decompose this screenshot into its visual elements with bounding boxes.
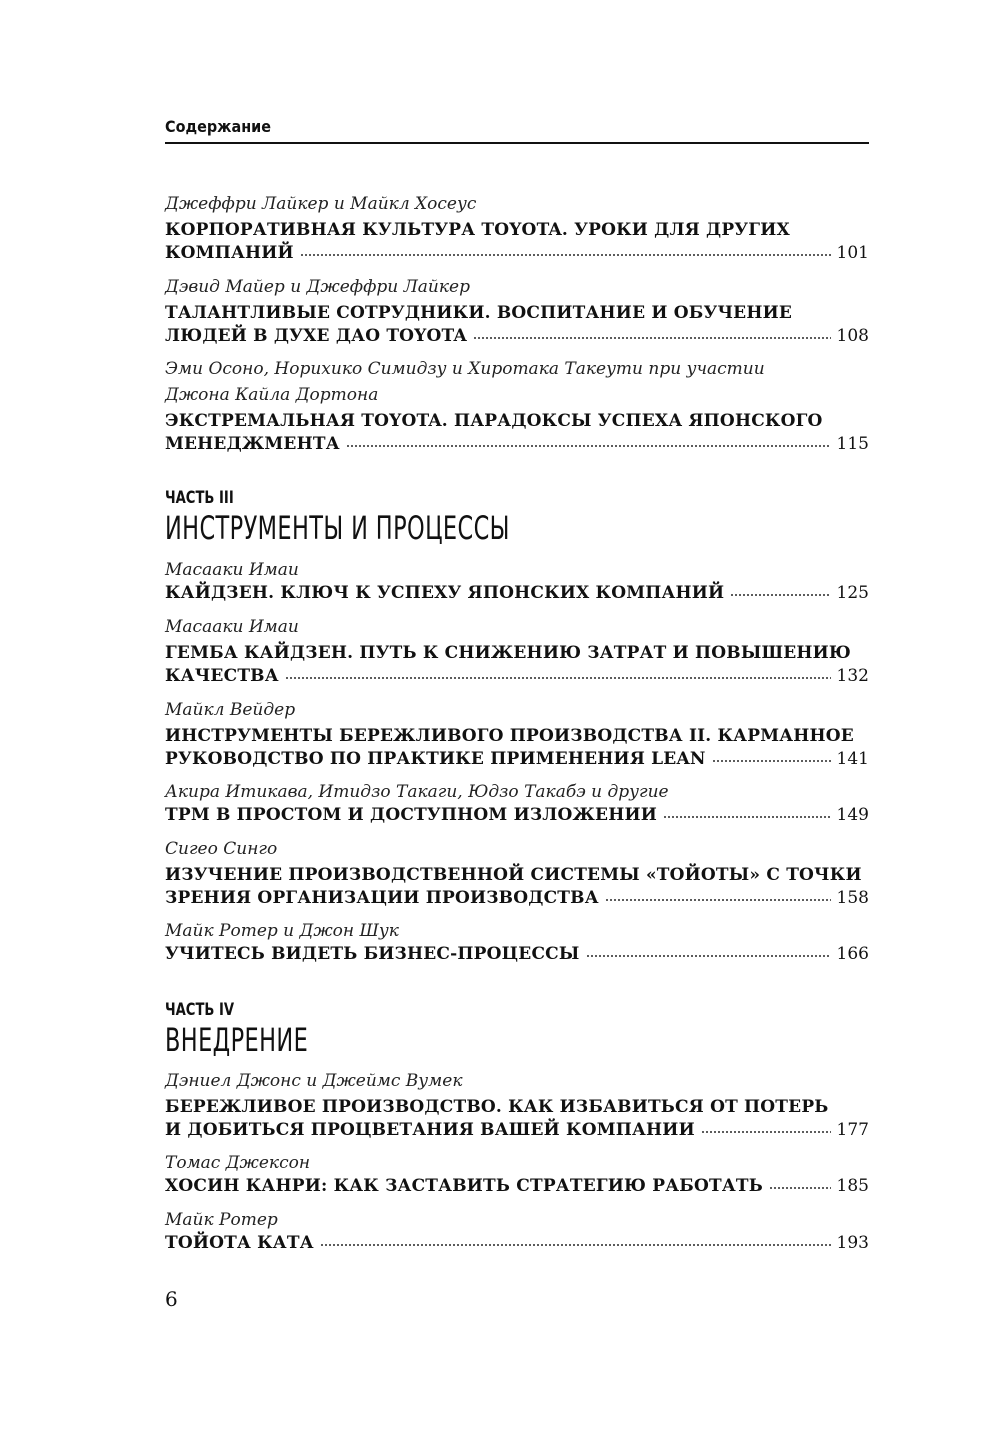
entry-title-line: ЭКСТРЕМАЛЬНАЯ TOYOTA. ПАРАДОКСЫ УСПЕХА ЯПОНСКОГО <box>165 411 823 431</box>
toc-entry <box>165 356 869 454</box>
dot-leader <box>663 814 831 819</box>
entry-page-number: 185 <box>836 1176 869 1196</box>
entry-page-number: 108 <box>836 326 869 346</box>
entry-title: УЧИТЕСЬ ВИДЕТЬ БИЗНЕС-ПРОЦЕССЫ <box>165 944 580 964</box>
dot-leader <box>473 335 831 340</box>
entry-title-row[interactable] <box>165 1176 869 1196</box>
entry-title: ТОЙОТА КАТА <box>165 1233 314 1253</box>
entry-author: Акира Итикава, Итидзо Такаги, Юдзо Такабэ и другие <box>165 782 669 802</box>
entry-title: КАЙДЗЕН. КЛЮЧ К УСПЕХУ ЯПОНСКИХ КОМПАНИЙ <box>165 583 725 603</box>
entry-page-number: 166 <box>836 944 869 964</box>
entry-title-line: ТАЛАНТЛИВЫЕ СОТРУДНИКИ. ВОСПИТАНИЕ И ОБУЧЕНИЕ <box>165 303 793 323</box>
dot-leader <box>300 252 831 257</box>
toc-entry <box>165 697 869 769</box>
entry-title-line: КОРПОРАТИВНАЯ КУЛЬТУРА TOYOTA. УРОКИ ДЛЯ ДРУГИХ <box>165 220 790 240</box>
dot-leader <box>712 758 831 763</box>
header-rule <box>165 142 869 144</box>
entry-title: КАЧЕСТВА <box>165 666 279 686</box>
entry-author: Дэвид Майер и Джеффри Лайкер <box>165 277 470 297</box>
entry-title: ХОСИН КАНРИ: КАК ЗАСТАВИТЬ СТРАТЕГИЮ РАБОТАТЬ <box>165 1176 763 1196</box>
toc-entry <box>165 557 869 603</box>
entry-author: Майкл Вейдер <box>165 700 296 720</box>
entry-author-continued: Джона Кайла Дортона <box>165 385 379 405</box>
entry-page-number: 158 <box>836 888 869 908</box>
entry-title-row[interactable] <box>165 1233 869 1253</box>
entry-title: И ДОБИТЬСЯ ПРОЦВЕТАНИЯ ВАШЕЙ КОМПАНИИ <box>165 1120 695 1140</box>
toc-entry <box>165 274 869 346</box>
entry-page-number: 149 <box>836 805 869 825</box>
entry-page-number: 101 <box>836 243 869 263</box>
entry-title-line: ИНСТРУМЕНТЫ БЕРЕЖЛИВОГО ПРОИЗВОДСТВА II. КАРМАННОЕ <box>165 726 854 746</box>
entry-title: ЗРЕНИЯ ОРГАНИЗАЦИИ ПРОИЗВОДСТВА <box>165 888 599 908</box>
dot-leader <box>586 953 831 958</box>
toc-entry <box>165 1068 869 1140</box>
entry-author: Сигео Синго <box>165 839 278 859</box>
dot-leader <box>346 443 831 448</box>
dot-leader <box>701 1129 831 1134</box>
entry-title: МЕНЕДЖМЕНТА <box>165 434 340 454</box>
toc-entry <box>165 1207 869 1253</box>
page-folio: 6 <box>165 1287 178 1311</box>
entry-title-row[interactable] <box>165 326 869 346</box>
entry-author: Масааки Имаи <box>165 617 299 637</box>
entry-page-number: 125 <box>836 583 869 603</box>
toc-entry <box>165 614 869 686</box>
entry-title-row[interactable] <box>165 1120 869 1140</box>
entry-page-number: 193 <box>836 1233 869 1253</box>
entry-title-row[interactable] <box>165 583 869 603</box>
part-title: ВНЕДРЕНИЕ <box>165 1021 309 1059</box>
entry-title-line: БЕРЕЖЛИВОЕ ПРОИЗВОДСТВО. КАК ИЗБАВИТЬСЯ ОТ ПОТЕРЬ <box>165 1097 829 1117</box>
entry-title: РУКОВОДСТВО ПО ПРАКТИКЕ ПРИМЕНЕНИЯ LEAN <box>165 749 706 769</box>
toc-entry <box>165 779 869 825</box>
entry-page-number: 177 <box>836 1120 869 1140</box>
dot-leader <box>769 1185 831 1190</box>
dot-leader <box>730 592 830 597</box>
entry-author: Томас Джексон <box>165 1153 311 1173</box>
entry-title-line: ГЕМБА КАЙДЗЕН. ПУТЬ К СНИЖЕНИЮ ЗАТРАТ И ПОВЫШЕНИЮ <box>165 643 851 663</box>
entry-page-number: 132 <box>836 666 869 686</box>
entry-title-row[interactable] <box>165 888 869 908</box>
toc-entry <box>165 918 869 964</box>
entry-title: КОМПАНИЙ <box>165 243 294 263</box>
entry-title-row[interactable] <box>165 805 869 825</box>
part-label: ЧАСТЬ III <box>165 488 234 508</box>
dot-leader <box>605 897 831 902</box>
entry-author: Майк Ротер и Джон Шук <box>165 921 399 941</box>
dot-leader <box>285 675 831 680</box>
entry-page-number: 141 <box>836 749 869 769</box>
entry-author: Дэниел Джонс и Джеймс Вумек <box>165 1071 463 1091</box>
part-label: ЧАСТЬ IV <box>165 1000 235 1020</box>
toc-entry <box>165 191 869 263</box>
part-title: ИНСТРУМЕНТЫ И ПРОЦЕССЫ <box>165 509 510 547</box>
dot-leader <box>320 1242 831 1247</box>
entry-title-row[interactable] <box>165 944 869 964</box>
entry-author: Майк Ротер <box>165 1210 278 1230</box>
entry-title: ЛЮДЕЙ В ДУХЕ ДАО TOYOTA <box>165 326 467 346</box>
entry-title-row[interactable] <box>165 243 869 263</box>
entry-title-line: ИЗУЧЕНИЕ ПРОИЗВОДСТВЕННОЙ СИСТЕМЫ «ТОЙОТЫ» С ТОЧКИ <box>165 865 862 885</box>
entry-author: Джеффри Лайкер и Майкл Хосеус <box>165 194 477 214</box>
entry-title-row[interactable] <box>165 434 869 454</box>
entry-title-row[interactable] <box>165 666 869 686</box>
entry-title: TPM В ПРОСТОМ И ДОСТУПНОМ ИЗЛОЖЕНИИ <box>165 805 657 825</box>
entry-title-row[interactable] <box>165 749 869 769</box>
toc-entry <box>165 836 869 908</box>
entry-page-number: 115 <box>836 434 869 454</box>
running-head: Содержание <box>165 117 271 136</box>
toc-entry <box>165 1150 869 1196</box>
entry-author: Эми Осоно, Норихико Симидзу и Хиротака Такеути при участии <box>165 359 765 379</box>
entry-author: Масааки Имаи <box>165 560 299 580</box>
